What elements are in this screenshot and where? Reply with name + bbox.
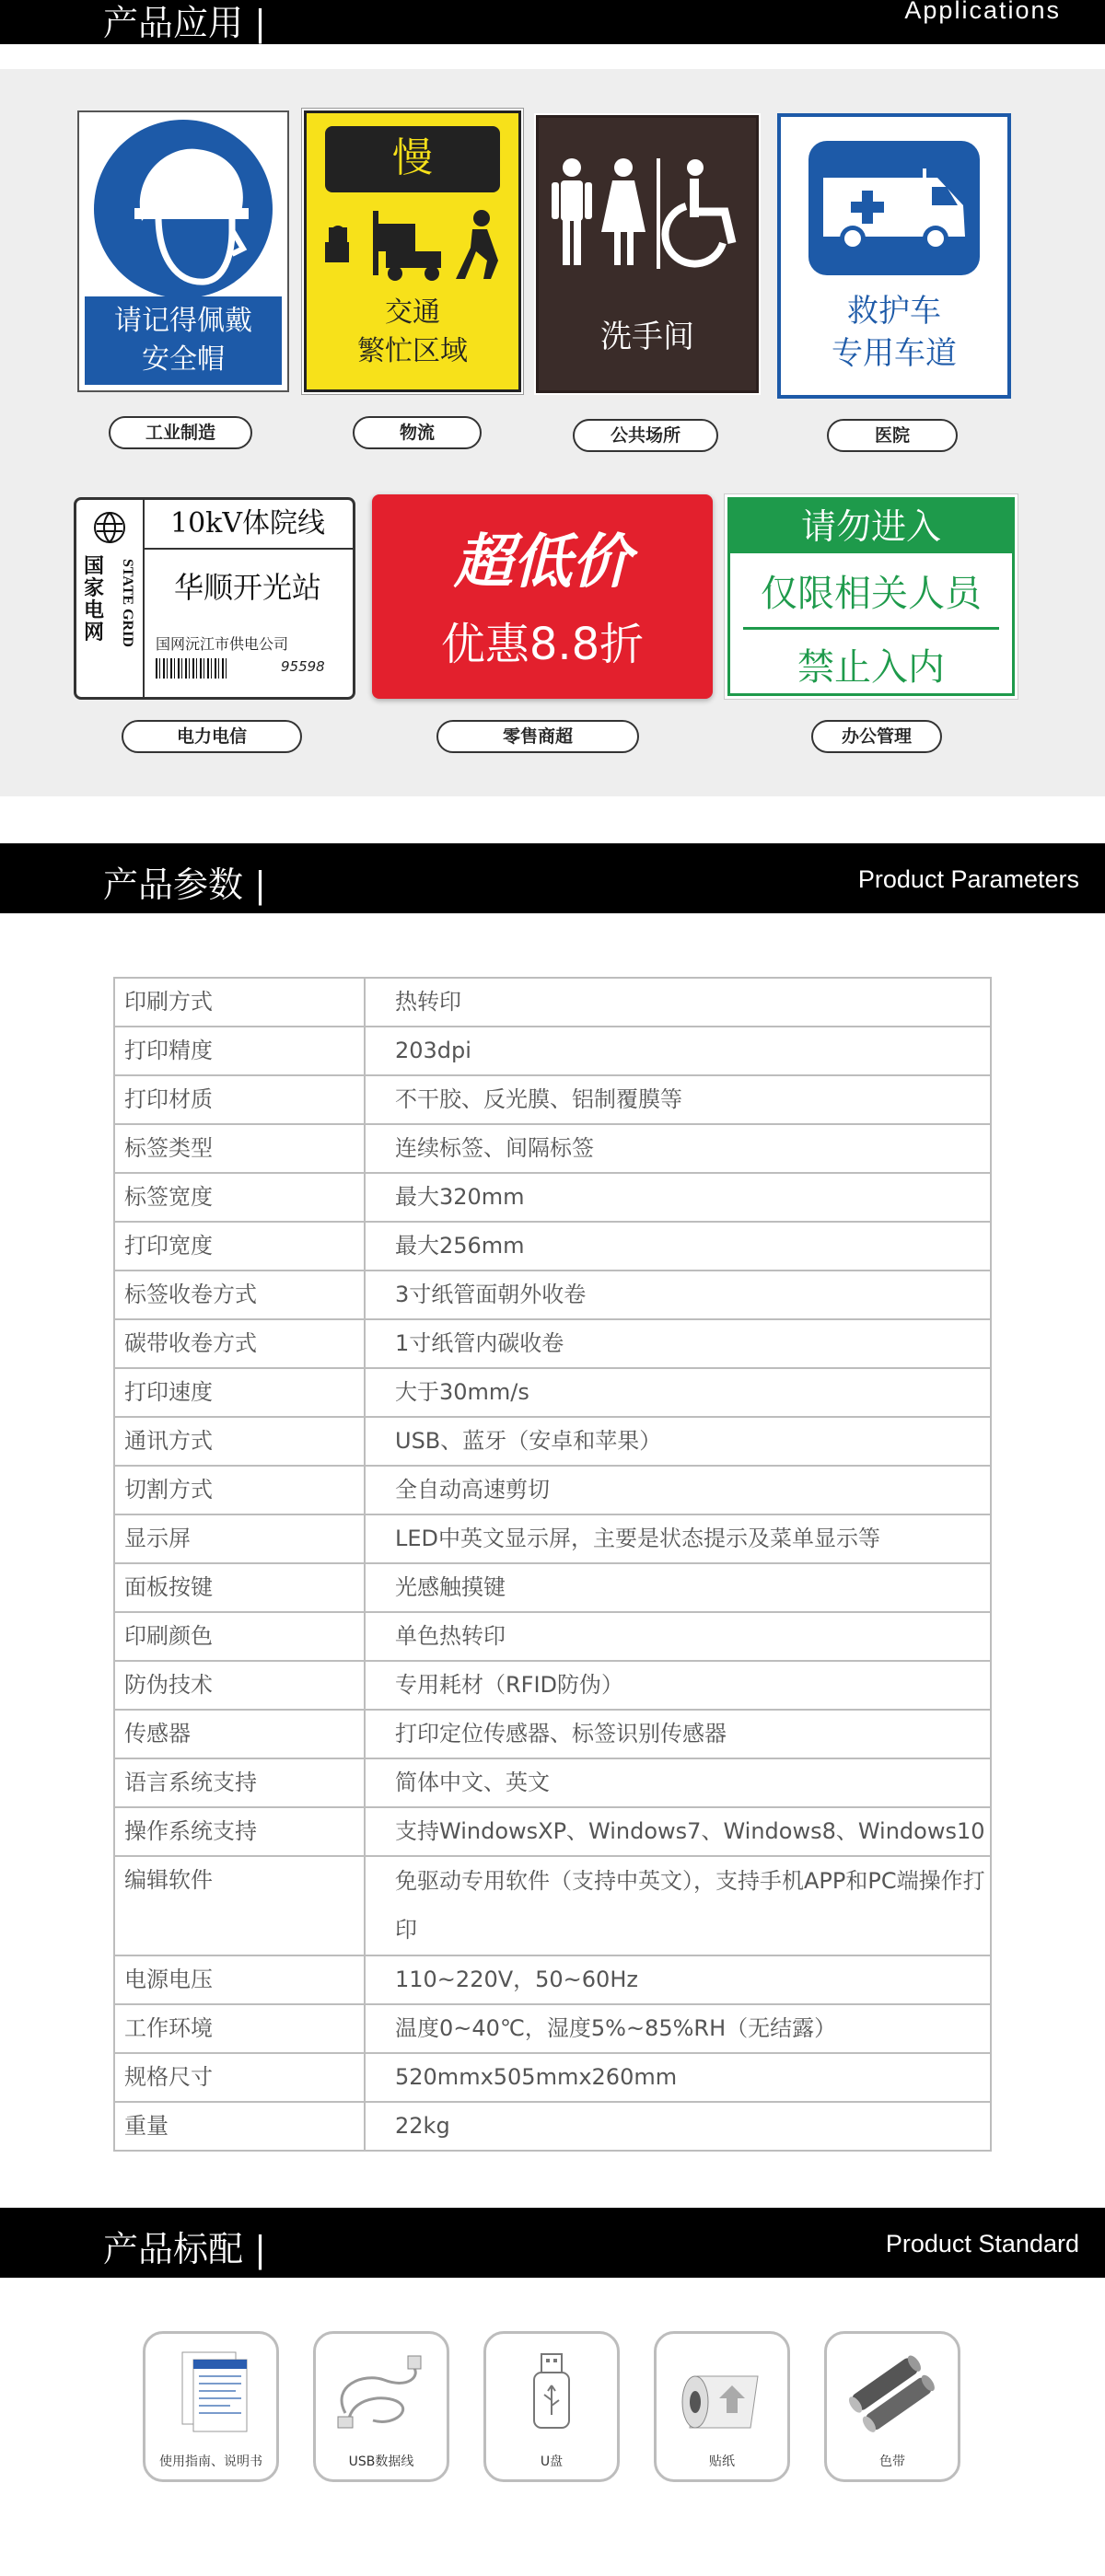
section-title: 产品标配 | xyxy=(103,2229,266,2269)
office-sign xyxy=(727,497,1015,696)
applications-gallery xyxy=(0,69,1105,796)
ambulance-sign-text xyxy=(781,290,1007,375)
param-value: 110~220V，50~60Hz xyxy=(365,1955,991,2004)
divider xyxy=(743,627,999,630)
section-subtitle: Product Standard xyxy=(885,2230,1079,2257)
power-company-name: 国网沅江市供电公司 xyxy=(156,635,289,653)
param-value: 1寸纸管内碳收卷 xyxy=(365,1319,991,1368)
sign-line: 专用车道 xyxy=(832,335,957,372)
section-title: 产品参数 | xyxy=(103,864,266,905)
corp-name: 国家电网 xyxy=(83,554,104,644)
param-value: 最大256mm xyxy=(365,1222,991,1271)
param-key: 通讯方式 xyxy=(114,1417,365,1466)
param-row xyxy=(114,1173,991,1222)
param-row xyxy=(114,1319,991,1368)
logistics-sign xyxy=(304,110,521,392)
param-row xyxy=(114,1563,991,1612)
office-sign-bottom: 禁止入内 xyxy=(797,646,945,689)
param-row xyxy=(114,1368,991,1417)
param-value: 22kg xyxy=(365,2102,991,2151)
param-key: 打印宽度 xyxy=(114,1222,365,1271)
standard-item-ribbon xyxy=(824,2331,960,2482)
sign-line: 繁忙区域 xyxy=(357,335,468,367)
param-key: 语言系统支持 xyxy=(114,1758,365,1807)
standard-item-label: 贴纸 xyxy=(709,2454,735,2469)
section-subtitle: Applications xyxy=(904,0,1061,24)
param-key: 工作环境 xyxy=(114,2004,365,2053)
power-sign xyxy=(74,497,355,700)
label-office: 办公管理 xyxy=(811,720,942,753)
label-retail: 零售商超 xyxy=(436,720,639,753)
sign-line: 交通 xyxy=(385,296,440,329)
restroom-sign-text: 洗手间 xyxy=(600,319,694,355)
state-grid-logo xyxy=(76,500,145,697)
param-row xyxy=(114,1075,991,1124)
param-key: 打印材质 xyxy=(114,1075,365,1124)
parameters-table xyxy=(113,977,992,2152)
globe-icon xyxy=(91,509,128,546)
corp-name-en: STATE GRID xyxy=(120,559,135,647)
helmet-sign-text xyxy=(85,296,282,385)
param-row xyxy=(114,1124,991,1173)
param-row xyxy=(114,1856,991,1955)
param-key: 碳带收卷方式 xyxy=(114,1319,365,1368)
param-value: 专用耗材（RFID防伪） xyxy=(365,1661,991,1710)
param-value: 打印定位传感器、标签识别传感器 xyxy=(365,1710,991,1758)
param-key: 操作系统支持 xyxy=(114,1807,365,1856)
hotline-number: 95598 xyxy=(281,658,325,675)
param-row xyxy=(114,1417,991,1466)
param-key: 标签类型 xyxy=(114,1124,365,1173)
retail-sign-headline: 超低价 xyxy=(454,528,631,597)
standard-item-label: 色带 xyxy=(879,2454,905,2469)
helmet-icon xyxy=(94,120,273,298)
standard-item-usb-cable xyxy=(313,2331,449,2482)
standard-item-label: U盘 xyxy=(540,2454,564,2469)
param-key: 规格尺寸 xyxy=(114,2053,365,2102)
param-key: 切割方式 xyxy=(114,1466,365,1514)
param-key: 打印速度 xyxy=(114,1368,365,1417)
param-value: 520mmx505mmx260mm xyxy=(365,2053,991,2102)
label-hospital: 医院 xyxy=(827,419,958,452)
parameters-header xyxy=(0,843,1105,913)
param-value: 最大320mm xyxy=(365,1173,991,1222)
param-key: 重量 xyxy=(114,2102,365,2151)
section-title: 产品应用 | xyxy=(103,3,266,43)
param-row xyxy=(114,2102,991,2151)
param-row xyxy=(114,1271,991,1319)
ribbon-icon xyxy=(847,2349,937,2441)
standard-item-label: USB数据线 xyxy=(348,2454,414,2469)
standard-item-label: 使用指南、说明书 xyxy=(159,2454,262,2469)
param-row xyxy=(114,1758,991,1807)
param-row xyxy=(114,1612,991,1661)
power-station-name: 华顺开光站 xyxy=(173,570,321,605)
sign-line: 安全帽 xyxy=(142,343,225,376)
param-row xyxy=(114,978,991,1027)
label-logistics: 物流 xyxy=(353,416,482,449)
param-value: 支持WindowsXP、Windows7、Windows8、Windows10 xyxy=(365,1807,991,1856)
param-key: 显示屏 xyxy=(114,1514,365,1563)
usb-cable-icon xyxy=(336,2349,426,2441)
param-row xyxy=(114,1466,991,1514)
param-key: 面板按键 xyxy=(114,1563,365,1612)
restroom-icon xyxy=(548,155,747,274)
param-value: 单色热转印 xyxy=(365,1612,991,1661)
sign-line: 请记得佩戴 xyxy=(114,305,252,337)
label-public-places: 公共场所 xyxy=(573,419,718,452)
slow-banner: 慢 xyxy=(325,126,500,192)
standard-item-usb-drive xyxy=(483,2331,620,2482)
param-row xyxy=(114,2004,991,2053)
ambulance-sign xyxy=(777,113,1011,399)
param-value: LED中英文显示屏，主要是状态提示及菜单显示等 xyxy=(365,1514,991,1563)
restroom-sign xyxy=(536,115,759,393)
param-key: 防伪技术 xyxy=(114,1661,365,1710)
param-value: 不干胶、反光膜、铝制覆膜等 xyxy=(365,1075,991,1124)
sign-line: 救护车 xyxy=(847,293,941,330)
section-subtitle: Product Parameters xyxy=(857,865,1079,893)
param-key: 标签宽度 xyxy=(114,1173,365,1222)
param-row xyxy=(114,1514,991,1563)
label-power-telecom: 电力电信 xyxy=(122,720,302,753)
power-line-name: 10kV体院线 xyxy=(143,500,353,550)
param-value: 203dpi xyxy=(365,1027,991,1075)
office-sign-middle: 仅限相关人员 xyxy=(761,573,982,615)
standard-item-sticker xyxy=(654,2331,790,2482)
param-row xyxy=(114,1710,991,1758)
param-key: 标签收卷方式 xyxy=(114,1271,365,1319)
standard-item-manual xyxy=(143,2331,279,2482)
param-value: 光感触摸键 xyxy=(365,1563,991,1612)
param-row xyxy=(114,1955,991,2004)
param-key: 传感器 xyxy=(114,1710,365,1758)
retail-sign-discount: 优惠8.8折 xyxy=(440,619,645,670)
retail-sign xyxy=(372,494,713,699)
param-key: 印刷颜色 xyxy=(114,1612,365,1661)
forklift-icon xyxy=(318,205,511,284)
usb-drive-icon xyxy=(506,2349,597,2441)
param-value: 简体中文、英文 xyxy=(365,1758,991,1807)
param-key: 印刷方式 xyxy=(114,978,365,1027)
param-value: 温度0~40℃，湿度5%~85%RH（无结露） xyxy=(365,2004,991,2053)
param-row xyxy=(114,1222,991,1271)
ambulance-icon xyxy=(808,141,980,275)
param-key: 编辑软件 xyxy=(114,1856,365,1955)
param-value: 连续标签、间隔标签 xyxy=(365,1124,991,1173)
manual-icon xyxy=(166,2349,256,2441)
param-value: USB、蓝牙（安卓和苹果） xyxy=(365,1417,991,1466)
param-row xyxy=(114,1807,991,1856)
helmet-sign xyxy=(77,110,289,392)
param-row xyxy=(114,2053,991,2102)
param-value: 大于30mm/s xyxy=(365,1368,991,1417)
param-value: 3寸纸管面朝外收卷 xyxy=(365,1271,991,1319)
standard-header xyxy=(0,2208,1105,2278)
label-industrial: 工业制造 xyxy=(109,416,252,449)
logistics-sign-text xyxy=(307,294,518,371)
param-value: 免驱动专用软件（支持中英文），支持手机APP和PC端操作打印 xyxy=(365,1856,991,1955)
sticker-roll-icon xyxy=(677,2349,767,2441)
param-row xyxy=(114,1661,991,1710)
param-key: 打印精度 xyxy=(114,1027,365,1075)
param-value: 热转印 xyxy=(365,978,991,1027)
param-value: 全自动高速剪切 xyxy=(365,1466,991,1514)
applications-header xyxy=(0,0,1105,44)
param-key: 电源电压 xyxy=(114,1955,365,2004)
office-sign-top: 请勿进入 xyxy=(730,500,1012,553)
barcode-icon xyxy=(156,658,229,679)
param-row xyxy=(114,1027,991,1075)
